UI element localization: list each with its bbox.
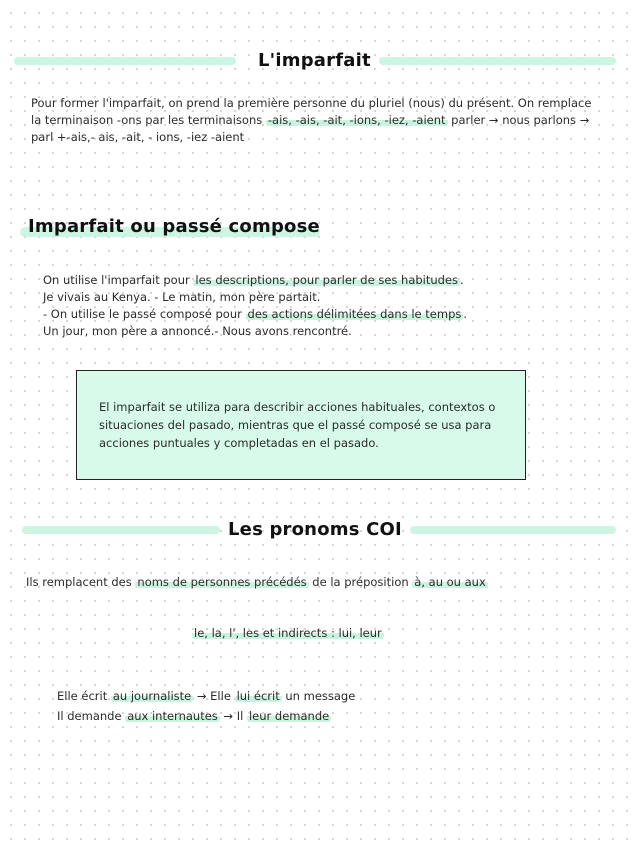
line	[31, 112, 611, 129]
heading-underline-left	[14, 57, 236, 65]
heading-row-imparfait	[14, 50, 616, 71]
pronoms-list	[192, 625, 384, 642]
heading-imparfait: L'imparfait	[258, 50, 371, 71]
highlight: les descriptions, pour parler de ses habitudes	[195, 273, 459, 287]
text: → Il	[219, 709, 247, 723]
heading-row-pronoms-coi	[22, 519, 616, 540]
text: la terminaison -ons par les terminaisons	[31, 113, 266, 127]
line	[43, 306, 603, 323]
highlight: noms de personnes précédés	[137, 575, 307, 589]
text: .	[463, 307, 468, 321]
paragraph-imparfait-ou-passe	[43, 272, 603, 340]
summary-box	[76, 370, 526, 480]
highlight: à, au ou aux	[414, 575, 486, 589]
line: Pour former l'imparfait, on prend la première personne du pluriel (nous) du présent. On remplace	[31, 96, 592, 110]
text: un message	[281, 689, 356, 703]
heading-underline-left	[22, 526, 220, 534]
highlight: des actions délimitées dans le temps	[247, 307, 462, 321]
heading-row-imparfait-ou-passe	[28, 216, 320, 237]
heading-underline-right	[379, 57, 616, 65]
highlight: au journaliste	[112, 689, 192, 703]
text: Il demande	[57, 709, 126, 723]
highlight: lui écrit	[236, 689, 280, 703]
highlight: -ais, -ais, -ait, -ions, -iez, -aient	[267, 113, 446, 127]
highlight: aux internautes	[127, 709, 218, 723]
pronoms-examples	[57, 688, 597, 725]
text: Elle écrit	[57, 689, 111, 703]
example-line	[57, 708, 597, 725]
summary-box-text: El imparfait se utiliza para describir acciones habituales, contextos o situaciones del pasado, mientras que el passé composé se usa para acciones puntuales y completadas en el pasado.	[99, 400, 496, 450]
text: Ils remplacent des	[26, 575, 136, 589]
highlight: leur demande	[248, 709, 330, 723]
heading-underline-right	[410, 526, 616, 534]
heading-pronoms-coi: Les pronoms COI	[228, 519, 402, 540]
line: Un jour, mon père a annoncé.- Nous avons rencontré.	[43, 324, 352, 338]
highlight: le, la, l', les et indirects : lui, leur	[194, 626, 382, 640]
line: parl +-ais,- ais, -ait, - ions, -iez -aient	[31, 130, 245, 144]
text: .	[460, 273, 464, 287]
text: de la préposition	[308, 575, 413, 589]
text: parler → nous parlons →	[447, 113, 590, 127]
text: → Elle	[193, 689, 235, 703]
example-line	[57, 688, 597, 705]
heading-imparfait-ou-passe: Imparfait ou passé compose	[28, 216, 320, 237]
paragraph-imparfait	[31, 95, 611, 146]
text: - On utilise le passé composé pour	[43, 307, 246, 321]
line: Je vivais au Kenya. - Le matin, mon père partait.	[43, 290, 321, 304]
text: On utilise l'imparfait pour	[43, 273, 194, 287]
line	[43, 272, 603, 289]
pronoms-definition	[26, 574, 606, 591]
